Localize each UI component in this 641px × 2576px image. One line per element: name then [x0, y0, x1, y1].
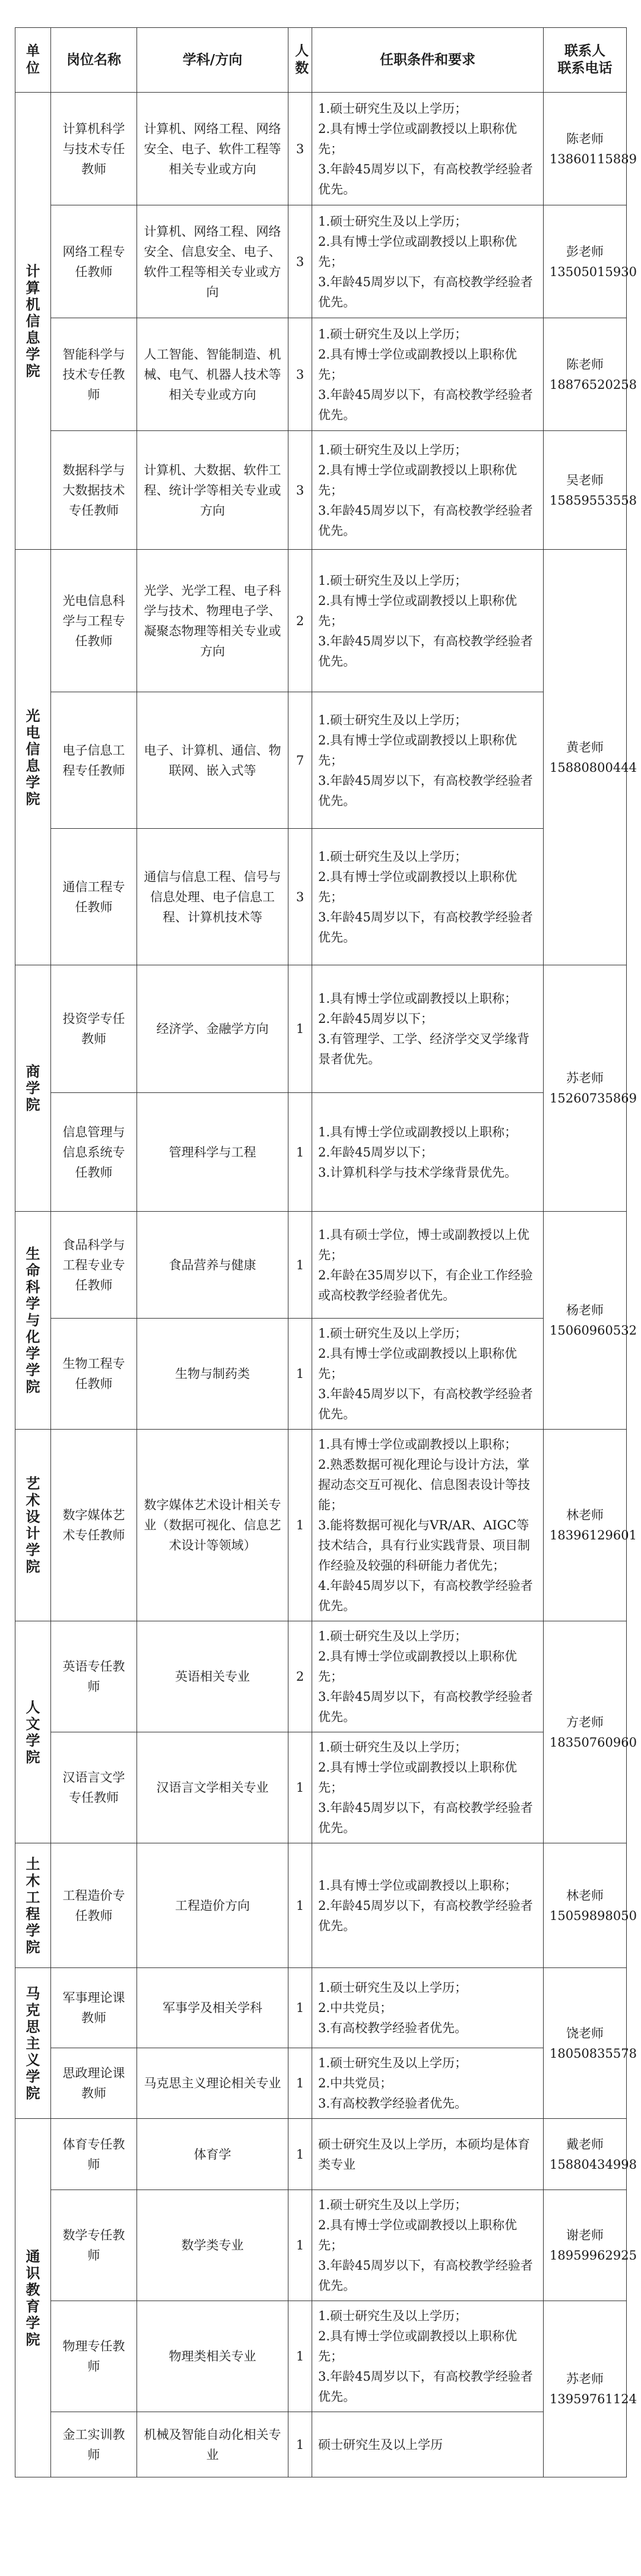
unit-cell — [15, 1843, 51, 1968]
requirement-line: 2.年龄45周岁以下，有高校教学经验者优先。 — [318, 1898, 533, 1933]
recruitment-table-wrapper — [15, 27, 637, 2477]
unit-name: 生命科学与化学学院 — [26, 1245, 40, 1395]
contact-phone: 15260735869 — [550, 1091, 637, 1105]
unit-name: 马克思主义学院 — [26, 1984, 40, 2102]
requirement-line: 1.硕士研究生及以上学历； — [318, 849, 468, 864]
position-name: 食品科学与工程专业专任教师 — [51, 1212, 137, 1319]
discipline-text: 数字媒体艺术设计相关专业（数据可视化、信息艺术设计等领域） — [137, 1430, 288, 1621]
requirement-line: 1.硕士研究生及以上学历； — [318, 327, 468, 341]
requirement-line: 3.年龄45周岁以下，有高校教学经验者优先。 — [318, 2369, 533, 2404]
requirement-line: 3.年龄45周岁以下，有高校教学经验者优先。 — [318, 1801, 533, 1835]
position-name: 数字媒体艺术专任教师 — [51, 1430, 137, 1621]
requirement-line: 4.年龄45周岁以下，有高校教学经验者优先。 — [318, 1579, 533, 1613]
table-row — [15, 1430, 627, 1621]
position-name: 工程造价专任教师 — [51, 1843, 137, 1968]
discipline-text: 计算机、大数据、软件工程、统计学等相关专业或方向 — [137, 431, 288, 550]
unit-name: 光电信息学院 — [26, 706, 40, 807]
table-row — [15, 318, 627, 431]
contact-phone: 18876520258 — [550, 377, 637, 392]
requirement-line: 3.年龄45周岁以下，有高校教学经验者优先。 — [318, 773, 533, 808]
requirements-cell — [312, 1968, 544, 2048]
requirement-line: 2.年龄45周岁以下； — [318, 1012, 433, 1026]
unit-name: 商学院 — [26, 1063, 40, 1113]
table-row — [15, 2301, 627, 2412]
contact-name: 林老师 — [566, 1888, 604, 1903]
headcount: 1 — [288, 1968, 312, 2048]
discipline-text: 马克思主义理论相关专业 — [137, 2048, 288, 2119]
requirement-line: 1.具有硕士学位，博士或副教授以上优先； — [318, 1227, 530, 1262]
position-name: 思政理论课教师 — [51, 2048, 137, 2119]
contact-name: 戴老师 — [566, 2137, 604, 2152]
headcount: 1 — [288, 1843, 312, 1968]
requirement-line: 1.具有博士学位或副教授以上职称； — [318, 1878, 518, 1893]
requirement-line: 硕士研究生及以上学历 — [318, 2437, 443, 2452]
header-unit: 单位 — [15, 28, 51, 93]
unit-name: 通识教育学院 — [26, 2247, 40, 2348]
position-name: 体育专任教师 — [51, 2119, 137, 2190]
position-name: 汉语言文学专任教师 — [51, 1732, 137, 1843]
contact-cell — [544, 2301, 637, 2477]
table-row — [15, 2048, 627, 2119]
contact-cell — [544, 965, 637, 1212]
requirement-line: 硕士研究生及以上学历，本硕均是体育类专业 — [318, 2137, 530, 2172]
contact-phone: 18959962925 — [550, 2248, 637, 2263]
requirement-line: 3.年龄45周岁以下，有高校教学经验者优先。 — [318, 1690, 533, 1724]
contact-cell — [544, 2119, 637, 2190]
headcount: 1 — [288, 2048, 312, 2119]
requirement-line: 3.年龄45周岁以下，有高校教学经验者优先。 — [318, 1387, 533, 1421]
requirement-line: 1.硕士研究生及以上学历； — [318, 1629, 468, 1643]
unit-cell — [15, 2119, 51, 2477]
requirement-line: 2.具有博士学位或副教授以上职称优先； — [318, 234, 518, 269]
contact-name: 林老师 — [566, 1508, 604, 1522]
table-row — [15, 2412, 627, 2477]
requirement-line: 2.熟悉数据可视化理论与设计方法，掌握动态交互可视化、信息图表设计等技能； — [318, 1457, 530, 1512]
requirements-cell — [312, 550, 544, 692]
requirement-line: 1.硕士研究生及以上学历； — [318, 2056, 468, 2070]
headcount: 2 — [288, 550, 312, 692]
table-row — [15, 205, 627, 318]
contact-cell — [544, 431, 637, 550]
contact-name: 谢老师 — [566, 2228, 604, 2242]
requirement-line: 2.年龄45周岁以下； — [318, 1145, 433, 1159]
requirements-cell — [312, 692, 544, 829]
position-name: 计算机科学与技术专任教师 — [51, 93, 137, 205]
contact-phone: 13959761124 — [550, 2392, 637, 2406]
requirements-cell — [312, 829, 544, 965]
requirement-line: 3.年龄45周岁以下，有高校教学经验者优先。 — [318, 910, 533, 945]
contact-name: 苏老师 — [566, 1071, 604, 1085]
headcount: 3 — [288, 93, 312, 205]
requirement-line: 2.具有博士学位或副教授以上职称优先； — [318, 2218, 518, 2252]
unit-cell — [15, 550, 51, 965]
recruitment-table — [15, 27, 637, 2477]
contact-phone: 18050835578 — [550, 2046, 637, 2061]
headcount: 3 — [288, 318, 312, 431]
requirement-line: 2.具有博士学位或副教授以上职称优先； — [318, 1649, 518, 1684]
requirement-line: 1.硕士研究生及以上学历； — [318, 573, 468, 588]
contact-cell — [544, 550, 637, 965]
discipline-text: 计算机、网络工程、网络安全、信息安全、电子、软件工程等相关专业或方向 — [137, 205, 288, 318]
requirement-line: 3.有高校教学经验者优先。 — [318, 2096, 468, 2111]
requirements-cell — [312, 205, 544, 318]
table-row — [15, 93, 627, 205]
contact-cell — [544, 1843, 637, 1968]
contact-name: 杨老师 — [566, 1303, 604, 1317]
requirements-cell — [312, 1093, 544, 1212]
requirement-line: 1.硕士研究生及以上学历； — [318, 1740, 468, 1754]
position-name: 网络工程专任教师 — [51, 205, 137, 318]
requirement-line: 2.具有博士学位或副教授以上职称优先； — [318, 869, 518, 904]
unit-cell — [15, 93, 51, 550]
requirement-line: 2.具有博士学位或副教授以上职称优先； — [318, 2329, 518, 2363]
contact-cell — [544, 1968, 637, 2119]
discipline-text: 经济学、金融学方向 — [137, 965, 288, 1093]
discipline-text: 电子、计算机、通信、物联网、嵌入式等 — [137, 692, 288, 829]
position-name: 数据科学与大数据技术专任教师 — [51, 431, 137, 550]
position-name: 生物工程专任教师 — [51, 1319, 137, 1430]
contact-cell — [544, 205, 637, 318]
discipline-text: 食品营养与健康 — [137, 1212, 288, 1319]
table-row — [15, 1212, 627, 1319]
position-name: 通信工程专任教师 — [51, 829, 137, 965]
requirement-line: 3.年龄45周岁以下，有高校教学经验者优先。 — [318, 387, 533, 422]
table-row — [15, 829, 627, 965]
discipline-text: 管理科学与工程 — [137, 1093, 288, 1212]
table-row — [15, 2119, 627, 2190]
header-position: 岗位名称 — [51, 28, 137, 93]
headcount: 2 — [288, 1621, 312, 1732]
headcount: 1 — [288, 1093, 312, 1212]
requirements-cell — [312, 2190, 544, 2301]
headcount: 7 — [288, 692, 312, 829]
position-name: 军事理论课教师 — [51, 1968, 137, 2048]
requirements-cell — [312, 965, 544, 1093]
requirement-line: 3.计算机科学与技术学缘背景优先。 — [318, 1165, 518, 1180]
discipline-text: 人工智能、智能制造、机械、电气、机器人技术等相关专业或方向 — [137, 318, 288, 431]
discipline-text: 英语相关专业 — [137, 1621, 288, 1732]
unit-name: 人文学院 — [26, 1698, 40, 1766]
requirements-cell — [312, 2412, 544, 2477]
discipline-text: 计算机、网络工程、网络安全、电子、软件工程等相关专业或方向 — [137, 93, 288, 205]
table-row — [15, 1093, 627, 1212]
table-row — [15, 1621, 627, 1732]
discipline-text: 汉语言文学相关专业 — [137, 1732, 288, 1843]
requirement-line: 2.具有博士学位或副教授以上职称优先； — [318, 347, 518, 382]
position-name: 投资学专任教师 — [51, 965, 137, 1093]
requirement-line: 3.年龄45周岁以下，有高校教学经验者优先。 — [318, 2258, 533, 2293]
requirement-line: 2.年龄在35周岁以下，有企业工作经验或高校教学经验者优先。 — [318, 1268, 533, 1303]
requirements-cell — [312, 1430, 544, 1621]
table-row — [15, 692, 627, 829]
unit-name: 土木工程学院 — [26, 1855, 40, 1956]
discipline-text: 物理类相关专业 — [137, 2301, 288, 2412]
requirement-line: 3.年龄45周岁以下，有高校教学经验者优先。 — [318, 274, 533, 309]
contact-phone: 18350760960 — [550, 1735, 637, 1750]
requirements-cell — [312, 1621, 544, 1732]
table-row — [15, 965, 627, 1093]
requirement-line: 3.年龄45周岁以下，有高校教学经验者优先。 — [318, 633, 533, 668]
discipline-text: 工程造价方向 — [137, 1843, 288, 1968]
headcount: 1 — [288, 1732, 312, 1843]
requirements-cell — [312, 1319, 544, 1430]
header-contact: 联系人 联系电话 — [544, 28, 627, 93]
requirement-line: 3.年龄45周岁以下，有高校教学经验者优先。 — [318, 503, 533, 538]
contact-cell — [544, 1430, 637, 1621]
requirement-line: 1.硕士研究生及以上学历； — [318, 2309, 468, 2323]
requirement-line: 1.硕士研究生及以上学历； — [318, 101, 468, 116]
headcount: 1 — [288, 965, 312, 1093]
requirements-cell — [312, 318, 544, 431]
headcount: 1 — [288, 2412, 312, 2477]
discipline-text: 机械及智能自动化相关专业 — [137, 2412, 288, 2477]
requirement-line: 3.能将数据可视化与VR/AR、AIGC等技术结合，具有行业实践背景、项目制作经验及较强的科研能力者优先； — [318, 1518, 530, 1573]
contact-phone: 15859553558 — [550, 493, 637, 508]
headcount: 1 — [288, 1212, 312, 1319]
unit-cell — [15, 965, 51, 1212]
headcount: 1 — [288, 2301, 312, 2412]
position-name: 信息管理与信息系统专任教师 — [51, 1093, 137, 1212]
contact-phone: 15060960532 — [550, 1323, 637, 1338]
requirements-cell — [312, 2048, 544, 2119]
requirement-line: 2.中共党员； — [318, 2001, 393, 2015]
unit-cell — [15, 1212, 51, 1430]
contact-name: 饶老师 — [566, 2026, 604, 2040]
headcount: 1 — [288, 1430, 312, 1621]
table-row — [15, 1843, 627, 1968]
headcount: 3 — [288, 829, 312, 965]
contact-cell — [544, 1212, 637, 1430]
requirement-line: 2.具有博士学位或副教授以上职称优先； — [318, 1346, 518, 1381]
contact-name: 吴老师 — [566, 473, 604, 487]
requirement-line: 1.具有博士学位或副教授以上职称； — [318, 1124, 518, 1139]
table-row — [15, 550, 627, 692]
requirement-line: 1.具有博士学位或副教授以上职称； — [318, 1437, 518, 1452]
requirement-line: 2.具有博士学位或副教授以上职称优先； — [318, 593, 518, 628]
contact-phone: 15059898050 — [550, 1908, 637, 1923]
discipline-text: 体育学 — [137, 2119, 288, 2190]
discipline-text: 通信与信息工程、信号与信息处理、电子信息工程、计算机技术等 — [137, 829, 288, 965]
contact-cell — [544, 2190, 637, 2301]
discipline-text: 军事学及相关学科 — [137, 1968, 288, 2048]
requirement-line: 2.具有博士学位或副教授以上职称优先； — [318, 121, 518, 156]
table-row — [15, 1732, 627, 1843]
requirements-cell — [312, 1732, 544, 1843]
requirements-cell — [312, 1843, 544, 1968]
contact-phone: 13860115889 — [550, 151, 637, 166]
contact-phone: 18396129601 — [550, 1528, 637, 1542]
contact-phone: 15880434998 — [550, 2157, 637, 2172]
position-name: 数学专任教师 — [51, 2190, 137, 2301]
table-row — [15, 431, 627, 550]
contact-cell — [544, 318, 637, 431]
requirements-cell — [312, 1212, 544, 1319]
header-discipline: 学科/方向 — [137, 28, 288, 93]
requirement-line: 1.硕士研究生及以上学历； — [318, 2198, 468, 2212]
requirement-line: 1.硕士研究生及以上学历； — [318, 214, 468, 229]
position-name: 光电信息科学与工程专任教师 — [51, 550, 137, 692]
table-row — [15, 2190, 627, 2301]
position-name: 电子信息工程专任教师 — [51, 692, 137, 829]
headcount: 1 — [288, 1319, 312, 1430]
contact-name: 黄老师 — [566, 740, 604, 755]
unit-cell — [15, 1968, 51, 2119]
requirement-line: 3.有管理学、工学、经济学交叉学缘背景者优先。 — [318, 1032, 530, 1066]
requirement-line: 1.硕士研究生及以上学历； — [318, 442, 468, 457]
table-row — [15, 1968, 627, 2048]
requirement-line: 1.硕士研究生及以上学历； — [318, 1326, 468, 1341]
header-count: 人数 — [288, 28, 312, 93]
discipline-text: 数学类专业 — [137, 2190, 288, 2301]
requirement-line: 3.年龄45周岁以下，有高校教学经验者优先。 — [318, 161, 533, 197]
headcount: 3 — [288, 431, 312, 550]
position-name: 英语专任教师 — [51, 1621, 137, 1732]
requirement-line: 1.硕士研究生及以上学历； — [318, 1981, 468, 1995]
position-name: 智能科学与技术专任教师 — [51, 318, 137, 431]
contact-phone: 13505015930 — [550, 264, 637, 279]
unit-cell — [15, 1621, 51, 1843]
headcount: 1 — [288, 2119, 312, 2190]
headcount: 1 — [288, 2190, 312, 2301]
requirement-line: 2.具有博士学位或副教授以上职称优先； — [318, 462, 518, 498]
requirement-line: 3.有高校教学经验者优先。 — [318, 2021, 468, 2035]
requirement-line: 2.具有博士学位或副教授以上职称优先； — [318, 733, 518, 768]
requirement-line: 2.具有博士学位或副教授以上职称优先； — [318, 1760, 518, 1795]
contact-cell — [544, 1621, 637, 1843]
requirements-cell — [312, 431, 544, 550]
unit-cell — [15, 1430, 51, 1621]
discipline-text: 生物与制药类 — [137, 1319, 288, 1430]
unit-name: 艺术设计学院 — [26, 1475, 40, 1575]
requirements-cell — [312, 2119, 544, 2190]
discipline-text: 光学、光学工程、电子科学与技术、物理电子学、凝聚态物理等相关专业或方向 — [137, 550, 288, 692]
headcount: 3 — [288, 205, 312, 318]
contact-name: 陈老师 — [566, 131, 604, 146]
requirement-line: 1.硕士研究生及以上学历； — [318, 712, 468, 727]
unit-name: 计算机信息学院 — [26, 262, 40, 379]
requirements-cell — [312, 2301, 544, 2412]
requirement-line: 1.具有博士学位或副教授以上职称； — [318, 991, 518, 1006]
header-row — [15, 28, 627, 93]
requirement-line: 2.中共党员； — [318, 2076, 393, 2090]
contact-name: 方老师 — [566, 1715, 604, 1729]
contact-cell — [544, 93, 637, 205]
contact-name: 彭老师 — [566, 244, 604, 259]
contact-name: 陈老师 — [566, 357, 604, 372]
table-row — [15, 1319, 627, 1430]
contact-phone: 15880800444 — [550, 760, 637, 775]
position-name: 物理专任教师 — [51, 2301, 137, 2412]
contact-name: 苏老师 — [566, 2372, 604, 2386]
requirements-cell — [312, 93, 544, 205]
header-requirements: 任职条件和要求 — [312, 28, 544, 93]
position-name: 金工实训教师 — [51, 2412, 137, 2477]
